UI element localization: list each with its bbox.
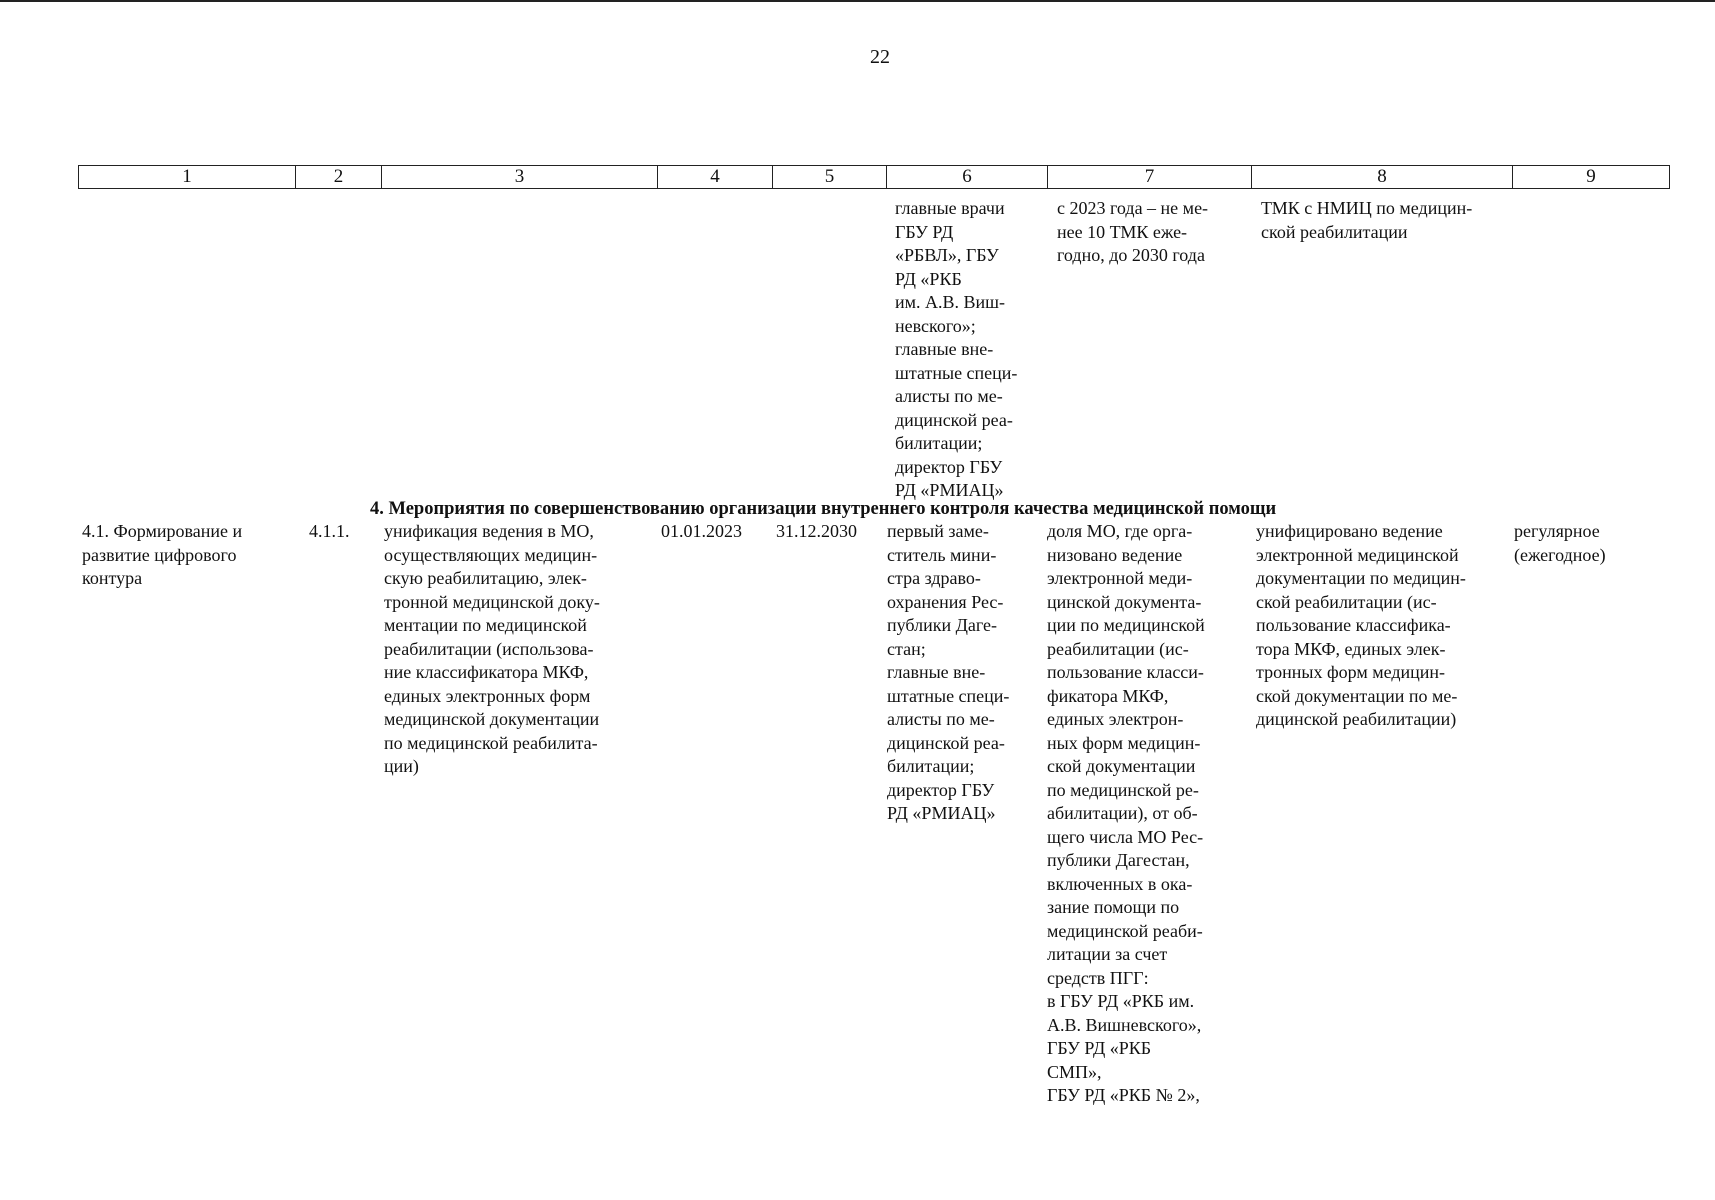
text-line: главные вне- <box>895 339 994 359</box>
continued-col6-responsible <box>895 197 1035 503</box>
row-4-1-col7-indicator <box>1047 520 1232 1108</box>
text-line: абилитации), от об- <box>1047 803 1198 823</box>
text-line: медицинской документации <box>384 709 600 729</box>
text-line: пользование классифика- <box>1256 615 1451 635</box>
text-line: электронной меди- <box>1047 568 1193 588</box>
text-line: ции) <box>384 756 419 776</box>
column-number-9: 9 <box>1513 166 1670 189</box>
text-line: билитации; <box>895 433 983 453</box>
text-line: тронной медицинской доку- <box>384 591 600 612</box>
text-line: тронных форм медицин- <box>1256 662 1446 682</box>
text-line: ститель мини- <box>887 544 997 565</box>
text-line: алисты по ме- <box>887 709 995 729</box>
text-line: с 2023 года – не ме- <box>1057 198 1209 218</box>
text-line: стра здраво- <box>887 568 981 588</box>
text-line: доля МО, где орга- <box>1047 521 1193 541</box>
text-line: дицинской реабилитации) <box>1256 709 1457 729</box>
text-line: дицинской реа- <box>887 732 1005 753</box>
text-line: низовано ведение <box>1047 544 1183 565</box>
row-4-1-col6-responsible <box>887 520 1027 826</box>
text-line: ТМК с НМИЦ по медицин- <box>1261 198 1473 218</box>
column-number-4: 4 <box>658 166 773 189</box>
text-line: РД «РМИАЦ» <box>887 803 996 823</box>
text-line: невского»; <box>895 315 976 336</box>
text-line: ской реабилитации <box>1261 221 1408 242</box>
text-line: первый заме- <box>887 521 989 541</box>
text-line: унификация ведения в МО, <box>384 521 594 541</box>
page-number: 22 <box>870 46 890 68</box>
column-number-1: 1 <box>79 166 296 189</box>
text-line: СМП», <box>1047 1061 1102 1082</box>
text-line: документации по медицин- <box>1256 568 1466 588</box>
text-line: «РБВЛ», ГБУ <box>895 245 999 265</box>
text-line: скую реабилитацию, элек- <box>384 568 587 588</box>
column-number-2: 2 <box>296 166 382 189</box>
text-line: по медицинской ре- <box>1047 779 1199 800</box>
column-number-8: 8 <box>1252 166 1513 189</box>
continued-col7-indicator <box>1057 197 1240 268</box>
text-line: годно, до 2030 года <box>1057 245 1205 265</box>
text-line: ГБУ РД <box>895 221 954 242</box>
scan-edge-line <box>0 0 1715 2</box>
text-line: главные вне- <box>887 662 986 682</box>
text-line: ментации по медицинской <box>384 615 587 635</box>
text-line: алисты по ме- <box>895 386 1003 406</box>
text-line: унифицировано ведение <box>1256 521 1443 541</box>
text-line: РД «РКБ <box>895 268 962 289</box>
text-line: директор ГБУ <box>887 779 995 800</box>
text-line: 4.1. Формирование и <box>82 521 243 541</box>
text-line: реабилитации (ис- <box>1047 638 1189 659</box>
text-line: литации за счет <box>1047 944 1168 964</box>
text-line: директор ГБУ <box>895 456 1003 477</box>
text-line: ции по медицинской <box>1047 615 1205 635</box>
text-line: развитие цифрового <box>82 544 237 565</box>
text-line: электронной медицинской <box>1256 544 1459 565</box>
text-line: ской документации по ме- <box>1256 685 1458 706</box>
column-number-3: 3 <box>382 166 658 189</box>
text-line: штатные специ- <box>895 362 1018 383</box>
text-line: зание помощи по <box>1047 897 1180 917</box>
text-line: щего числа МО Рес- <box>1047 826 1204 847</box>
text-line: включенных в ока- <box>1047 873 1193 894</box>
text-line: билитации; <box>887 756 975 776</box>
text-line: медицинской реаби- <box>1047 920 1203 941</box>
row-4-1-col2-number: 4.1.1. <box>309 521 350 541</box>
text-line: (ежегодное) <box>1514 544 1606 565</box>
text-line: А.В. Вишневского», <box>1047 1014 1202 1035</box>
text-line: главные врачи <box>895 198 1005 218</box>
text-line: единых электрон- <box>1047 709 1184 729</box>
text-line: ГБУ РД «РКБ № 2», <box>1047 1085 1200 1105</box>
text-line: ской документации <box>1047 756 1196 776</box>
text-line: реабилитации (использова- <box>384 638 594 659</box>
row-4-1-col5-end-date: 31.12.2030 <box>776 521 857 541</box>
text-line: регулярное <box>1514 521 1600 541</box>
row-4-1-col3-measure <box>384 520 639 779</box>
row-4-1-col1-direction <box>82 520 280 591</box>
row-4-1-col9-frequency <box>1514 520 1654 567</box>
text-line: тора МКФ, единых элек- <box>1256 638 1446 659</box>
column-number-7: 7 <box>1048 166 1252 189</box>
text-line: публики Дагестан, <box>1047 850 1190 870</box>
text-line: в ГБУ РД «РКБ им. <box>1047 991 1195 1011</box>
text-line: фикатора МКФ, <box>1047 685 1169 706</box>
text-line: контура <box>82 568 143 588</box>
text-line: средств ПГГ: <box>1047 967 1149 988</box>
text-line: им. А.В. Виш- <box>895 292 1006 312</box>
row-4-1-col8-result <box>1256 520 1494 732</box>
text-line: ние классификатора МКФ, <box>384 662 589 682</box>
text-line: нее 10 ТМК еже- <box>1057 221 1188 242</box>
text-line: единых электронных форм <box>384 685 591 706</box>
text-line: ГБУ РД «РКБ <box>1047 1038 1152 1058</box>
text-line: РД «РМИАЦ» <box>895 480 1004 500</box>
text-line: ской реабилитации (ис- <box>1256 591 1437 612</box>
section-heading: 4. Мероприятия по совершенствованию организации внутреннего контроля качества медицинской помощи <box>370 499 1277 519</box>
text-line: штатные специ- <box>887 685 1010 706</box>
text-line: охранения Рес- <box>887 591 1004 612</box>
text-line: публики Даге- <box>887 615 997 635</box>
text-line: ных форм медицин- <box>1047 732 1201 753</box>
row-4-1-col4-start-date: 01.01.2023 <box>661 521 742 541</box>
column-number-6: 6 <box>887 166 1048 189</box>
continued-col8-result <box>1261 197 1501 244</box>
column-number-header <box>78 165 1670 189</box>
text-line: по медицинской реабилита- <box>384 732 598 753</box>
text-line: цинской документа- <box>1047 591 1202 612</box>
text-line: пользование класси- <box>1047 662 1204 682</box>
text-line: стан; <box>887 638 926 659</box>
column-number-5: 5 <box>773 166 887 189</box>
text-line: дицинской реа- <box>895 409 1013 430</box>
text-line: осуществляющих медицин- <box>384 544 598 565</box>
